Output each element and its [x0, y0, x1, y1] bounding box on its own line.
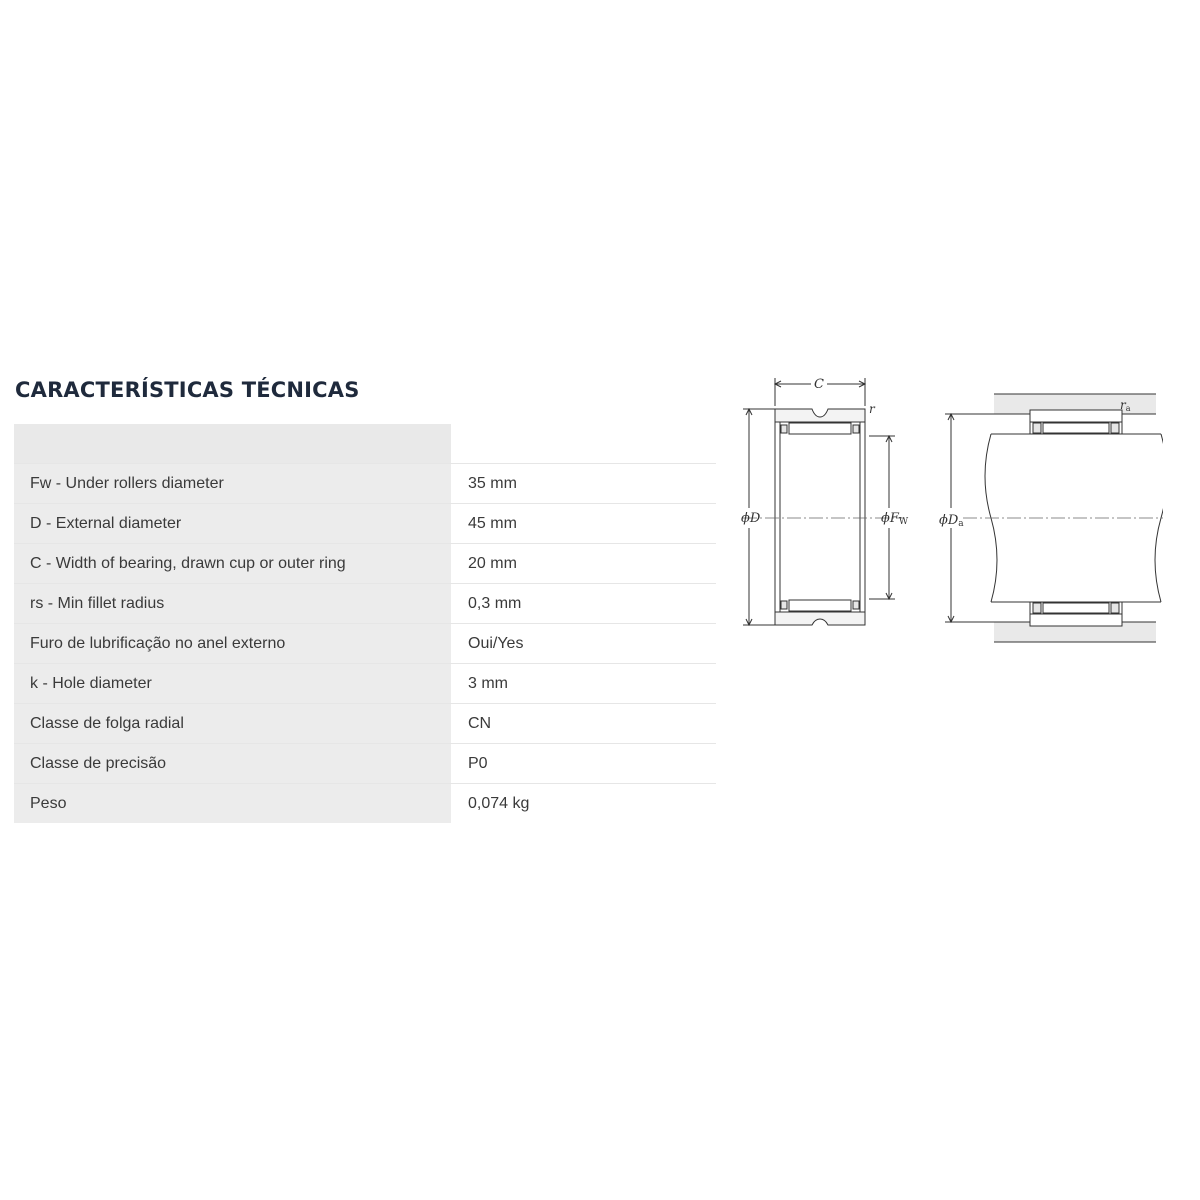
table-row [14, 624, 716, 664]
spec-value: 35 mm [451, 464, 716, 504]
label-d: ϕD [741, 511, 761, 526]
header-cell-empty [451, 424, 716, 464]
spec-label: Classe de precisão [14, 744, 451, 784]
spec-label: Peso [14, 784, 451, 824]
spec-value: P0 [451, 744, 716, 784]
table-row [14, 544, 716, 584]
label-ra-sub: a [1125, 404, 1131, 413]
table-row [14, 464, 716, 504]
spec-value: CN [451, 704, 716, 744]
spec-label: C - Width of bearing, drawn cup or outer ring [14, 544, 451, 584]
table-row [14, 584, 716, 624]
spec-value: 0,3 mm [451, 584, 716, 624]
bearing-technical-drawing [733, 370, 1163, 650]
spec-label: Furo de lubrificação no anel externo [14, 624, 451, 664]
label-fw-main: ϕF [881, 511, 899, 526]
label-ra-main: r [1120, 398, 1126, 412]
spec-value: 20 mm [451, 544, 716, 584]
table-row [14, 784, 716, 824]
table-row [14, 504, 716, 544]
table-row [14, 664, 716, 704]
spec-label: k - Hole diameter [14, 664, 451, 704]
section-title: CARACTERÍSTICAS TÉCNICAS [15, 378, 360, 402]
label-da-main: ϕD [939, 513, 959, 528]
spec-value: 3 mm [451, 664, 716, 704]
label-r: r [869, 402, 875, 416]
spec-value: 45 mm [451, 504, 716, 544]
table-row [14, 704, 716, 744]
spec-label: Fw - Under rollers diameter [14, 464, 451, 504]
spec-value: Oui/Yes [451, 624, 716, 664]
table-row [14, 744, 716, 784]
label-c: C [814, 377, 824, 392]
label-da [939, 513, 964, 529]
specifications-table [14, 424, 716, 823]
label-fw-sub: W [898, 517, 909, 527]
table-header-row [14, 424, 716, 464]
label-da-sub: a [958, 519, 964, 529]
spec-value: 0,074 kg [451, 784, 716, 824]
spec-label: rs - Min fillet radius [14, 584, 451, 624]
spec-label: D - External diameter [14, 504, 451, 544]
header-cell-empty [14, 424, 451, 464]
spec-label: Classe de folga radial [14, 704, 451, 744]
label-fw [881, 511, 909, 527]
